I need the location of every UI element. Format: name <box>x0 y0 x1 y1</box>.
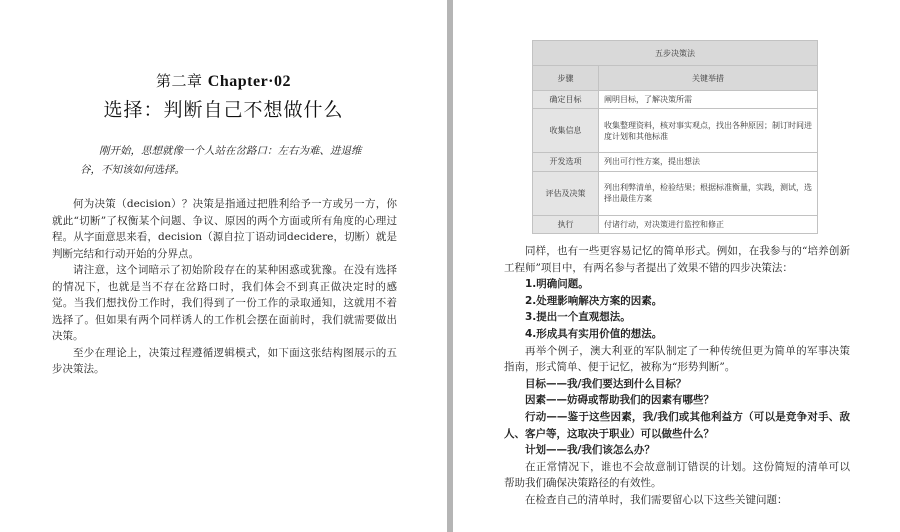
epigraph-line: 刚开始，思想就像一个人站在岔路口：左右为难、进退维 <box>99 145 362 157</box>
column-header-step: 步骤 <box>533 66 599 91</box>
paragraph: 至少在理论上，决策过程遵循逻辑模式，如下面这张结构图展示的五步决策法。 <box>52 346 397 375</box>
epigraph <box>80 142 372 180</box>
action-cell: 列出可行性方案，提出想法 <box>599 153 818 171</box>
table-title-row <box>533 41 818 66</box>
action-cell: 阐明目标，了解决策所需 <box>599 91 818 109</box>
list-item: 1.明确问题。 <box>525 278 589 291</box>
step-cell: 收集信息 <box>533 109 599 153</box>
chapter-number: Chapter·02 <box>207 73 291 90</box>
paragraph: 在检查自己的清单时，我们需要留心以下这些关键问题： <box>525 493 788 506</box>
step-cell: 评估及决策 <box>533 171 599 215</box>
table-row <box>533 91 818 109</box>
action-cell: 付诸行动，对决策进行监控和修正 <box>599 215 818 233</box>
table-header-row <box>533 66 818 91</box>
left-body-text <box>52 196 397 378</box>
paragraph: 在正常情况下，谁也不会故意制订错误的计划。这份简短的清单可以帮助我们确保决策路径的有效性。 <box>504 460 850 490</box>
chapter-label: 第二章 <box>155 72 203 90</box>
table-row <box>533 109 818 153</box>
five-step-table <box>532 40 818 234</box>
chapter-heading <box>0 70 447 91</box>
list-item: 4.形成具有实用价值的想法。 <box>525 327 663 340</box>
chapter-title: 选择：判断自己不想做什么 <box>103 99 344 121</box>
military-item: 计划——我/我们该怎么办？ <box>525 444 655 457</box>
right-page <box>453 0 900 532</box>
table-title: 五步决策法 <box>533 41 818 66</box>
table-row <box>533 153 818 171</box>
example-paragraph: 再举个例子，澳大利亚的军队制定了一种传统但更为简单的军事决策指南，形式简单、便于记忆，被称为“形势判断”。 <box>504 344 850 374</box>
action-cell: 收集整理资料，核对事实观点，找出各种原因；制订时间进度计划和其他标准 <box>599 109 818 153</box>
action-cell: 列出利弊清单，检验结果；根据标准衡量，实践，测试，选择出最佳方案 <box>599 171 818 215</box>
paragraph: 何为决策（decision）？决策是指通过把胜利给予一方或另一方，你就此“切断”了权衡某个问题、争议、原因的两个方面或所有角度的心理过程。从字面意思来看，decision（源自拉丁语动词decidere，切断）就是判断完结和行动开始的分界点。 <box>52 198 397 260</box>
right-body-text <box>504 243 850 509</box>
list-item: 3.提出一个直观想法。 <box>525 311 631 324</box>
military-item: 目标——我/我们要达到什么目标？ <box>525 377 687 390</box>
step-cell: 确定目标 <box>533 91 599 109</box>
list-item: 2.处理影响解决方案的因素。 <box>525 294 663 307</box>
table-row <box>533 215 818 233</box>
paragraph: 请注意，这个词暗示了初始阶段存在的某种困惑或犹豫。在没有选择的情况下，也就是当不存在岔路口时，我们体会不到真正做决定时的感觉。当我们想找份工作时，我们得到了一份工作的录取通知，这就用不着选择了。但如果有两个同样诱人的工作机会摆在面前时，我们就需要做出决策。 <box>52 264 397 342</box>
column-header-action: 关键举措 <box>599 66 818 91</box>
step-cell: 开发选项 <box>533 153 599 171</box>
military-item: 行动——鉴于这些因素，我/我们或其他利益方（可以是竞争对手、敌人、客户等，这取决于职业）可以做些什么？ <box>504 410 850 440</box>
step-cell: 执行 <box>533 215 599 233</box>
epigraph-line: 谷，不知该如何选择。 <box>80 164 185 176</box>
intro-paragraph: 同样，也有一些更容易记忆的简单形式。例如，在我参与的“培养创新工程师”项目中，有两名参与者提出了效果不错的四步决策法： <box>504 245 850 274</box>
table-row <box>533 171 818 215</box>
military-item: 因素——妨碍或帮助我们的因素有哪些？ <box>525 394 714 407</box>
left-page <box>0 0 447 532</box>
